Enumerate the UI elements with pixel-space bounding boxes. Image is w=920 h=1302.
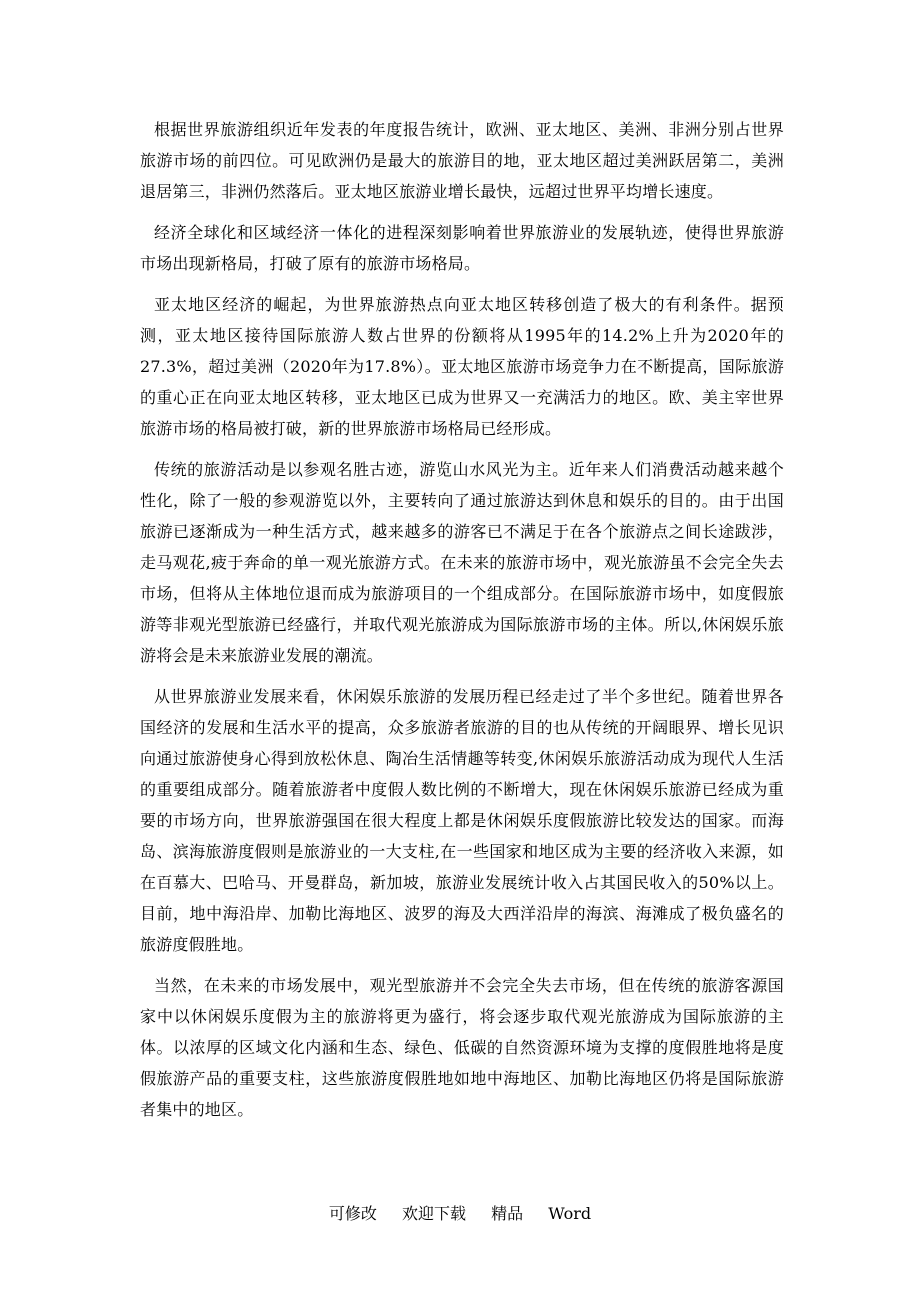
- footer-quality-label: 精品: [491, 1204, 524, 1223]
- footer-format-label: Word: [548, 1204, 592, 1223]
- paragraph: 当然，在未来的市场发展中，观光型旅游并不会完全失去市场，但在传统的旅游客源国家中以休闲娱乐度假为主的旅游将更为盛行，将会逐步取代观光旅游成为国际旅游的主体。以浓厚的区域文化内涵和生态、绿色、低碳的自然资源环境为支撑的度假胜地将是度假旅游产品的重要支柱，这些旅游度假胜地如地中海地区、加勒比海地区仍将是国际旅游者集中的地区。: [140, 976, 784, 1119]
- document-body: [140, 114, 784, 1135]
- footer-editable-label: 可修改: [328, 1204, 377, 1223]
- paragraph: 从世界旅游业发展来看，休闲娱乐旅游的发展历程已经走过了半个多世纪。随着世界各国经济的发展和生活水平的提高，众多旅游者旅游的目的也从传统的开阔眼界、增长见识向通过旅游使身心得到放松休息、陶冶生活情趣等转变,休闲娱乐旅游活动成为现代人生活的重要组成部分。随着旅游者中度假人数比例的不断增大，现在休闲娱乐旅游已经成为重要的市场方向，世界旅游强国在很大程度上都是休闲娱乐度假旅游比较发达的国家。而海岛、滨海旅游度假则是旅游业的一大支柱,在一些国家和地区成为主要的经济收入来源，如在百慕大、巴哈马、开曼群岛，新加坡，旅游业发展统计收入占其国民收入的50%以上。目前，地中海沿岸、加勒比海地区、波罗的海及大西洋沿岸的海滨、海滩成了极负盛名的旅游度假胜地。: [140, 687, 784, 954]
- footer-download-label: 欢迎下载: [402, 1204, 467, 1223]
- paragraph: 经济全球化和区域经济一体化的进程深刻影响着世界旅游业的发展轨迹，使得世界旅游市场出现新格局，打破了原有的旅游市场格局。: [140, 223, 784, 273]
- paragraph: 传统的旅游活动是以参观名胜古迹，游览山水风光为主。近年来人们消费活动越来越个性化，除了一般的参观游览以外，主要转向了通过旅游达到休息和娱乐的目的。由于出国旅游已逐渐成为一种生活方式，越来越多的游客已不满足于在各个旅游点之间长途跋涉，走马观花,疲于奔命的单一观光旅游方式。在未来的旅游市场中，观光旅游虽不会完全失去市场，但将从主体地位退而成为旅游项目的一个组成部分。在国际旅游市场中，如度假旅游等非观光型旅游已经盛行，并取代观光旅游成为国际旅游市场的主体。所以,休闲娱乐旅游将会是未来旅游业发展的潮流。: [140, 460, 784, 665]
- paragraph: 亚太地区经济的崛起，为世界旅游热点向亚太地区转移创造了极大的有利条件。据预测，亚太地区接待国际旅游人数占世界的份额将从1995年的14.2%上升为2020年的27.3%，超过美洲（2020年为17.8%）。亚太地区旅游市场竞争力在不断提高，国际旅游的重心正在向亚太地区转移，亚太地区已成为世界又一充满活力的地区。欧、美主宰世界旅游市场的格局被打破，新的世界旅游市场格局已经形成。: [140, 295, 784, 438]
- paragraph: 根据世界旅游组织近年发表的年度报告统计，欧洲、亚太地区、美洲、非洲分别占世界旅游市场的前四位。可见欧洲仍是最大的旅游目的地，亚太地区超过美洲跃居第二，美洲退居第三，非洲仍然落后。亚太地区旅游业增长最快，远超过世界平均增长速度。: [140, 120, 784, 201]
- page-footer: [0, 1200, 920, 1228]
